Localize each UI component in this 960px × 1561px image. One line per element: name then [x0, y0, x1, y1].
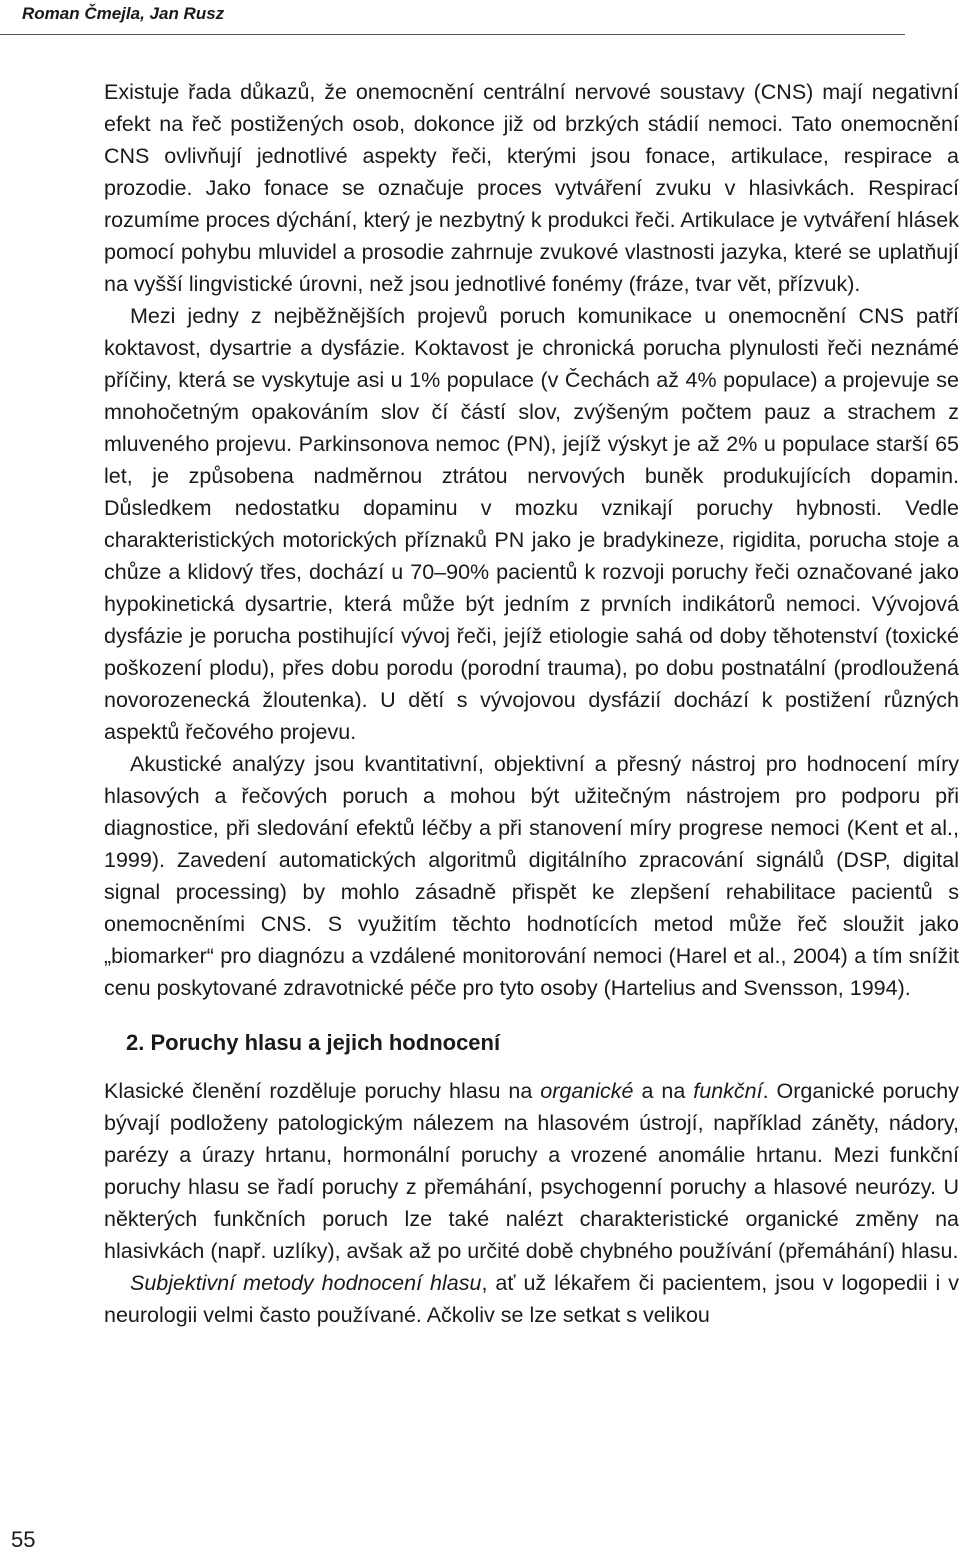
text-run: a na	[633, 1079, 694, 1103]
running-header: Roman Čmejla, Jan Rusz	[22, 4, 225, 23]
text-run: Klasické členění rozděluje poruchy hlasu na	[104, 1079, 541, 1103]
paragraph-communication-disorders: Mezi jedny z nejběžnějších projevů poruch komunikace u onemocnění CNS patří koktavost, dysartrie a dysfázie. Koktavost je chronická porucha plynulosti řeči neznámé příčiny, která se vyskytuje asi u 1% populace (v Čechách až 4% populace) a projevuje se mnohočetným opakováním slov čí částí slov, zvýšeným počtem pauz a strachem z mluveného projevu. Parkinsonova nemoc (PN), jejíž výskyt je až 2% u populace starší 65 let, je způsobena nadměrnou ztrátou nervových buněk produkujících dopamin. Důsledkem nedostatku dopaminu v mozku vznikají poruchy hybnosti. Vedle charakteristických motorických příznaků PN jako je bradykineze, rigidita, porucha stoje a chůze a klidový třes, dochází u 70–90% pacientů k rozvoji poruchy řeči označované jako hypokinetická dysartrie, která může být jedním z prvních indikátorů nemoci. Vývojová dysfázie je porucha postihující vývoj řeči, jejíž etiologie sahá od doby těhotenství (toxické poškození plodu), přes dobu porodu (porodní trauma), po dobu postnatální (prodloužená novorozenecká žloutenka). U dětí s vývojovou dysfázií dochází k postižení různých aspektů řečového projevu.	[104, 304, 959, 744]
emphasis-subjective-methods: Subjektivní metody hodnocení hlasu	[130, 1271, 482, 1295]
paragraph-cns-intro: Existuje řada důkazů, že onemocnění centrální nervové soustavy (CNS) mají negativní efekt na řeč postižených osob, dokonce již od brzkých stádií nemoci. Tato onemocnění CNS ovlivňují jednotlivé aspekty řeči, kterými jsou fonace, artikulace, respirace a prozodie. Jako fonace se označuje proces vytváření zvuku v hlasivkách. Respirací rozumíme proces dýchání, který je nezbytný k produkci řeči. Artikulace je vytváření hlásek pomocí pohybu mluvidel a prosodie zahrnuje zvukové vlastnosti jazyka, které se uplatňují na vyšší lingvistické úrovni, než jsou jednotlivé fonémy (fráze, tvar vět, přízvuk).	[104, 80, 959, 296]
text-run: , ať už lékařem či pacientem, jsou v logopedii i v neurologii velmi často používané. Ačkoliv se lze setkat s velikou	[104, 1271, 960, 1327]
paragraph-voice-disorders	[104, 1075, 959, 1267]
section-heading: 2. Poruchy hlasu a jejich hodnocení	[126, 1030, 501, 1055]
paragraph-acoustic-analyses: Akustické analýzy jsou kvantitativní, objektivní a přesný nástroj pro hodnocení míry hlasových a řečových poruch a mohou být užitečným nástrojem pro podporu při diagnostice, při sledování efektů léčby a při stanovení míry progrese nemoci (Kent et al., 1999). Zavedení automatických algoritmů digitálního zpracování signálů (DSP, digital signal processing) by mohlo zásadně přispět ke zlepšení rehabilitace pacientů s onemocněními CNS. S využitím těchto hodnotících metod může řeč sloužit jako „biomarker“ pro diagnózu a vzdálené monitorování nemoci (Harel et al., 2004) a tím snížit cenu poskytované zdravotnické péče pro tyto osoby (Hartelius and Svensson, 1994).	[104, 752, 959, 1000]
header-rule	[0, 34, 905, 35]
page-number: 55	[11, 1527, 36, 1552]
body-text	[104, 76, 959, 1331]
text-run: . Organické poruchy bývají podloženy patologickým nálezem na hlasovém ústrojí, například záněty, nádory, parézy a úrazy hrtanu, hormonální poruchy a vrozené anomálie hrtanu. Mezi funkční poruchy hlasu se řadí poruchy z přemáhání, psychogenní poruchy a hlasové neurózy. U některých funkčních poruch lze také nalézt charakteristické organické změny na hlasivkách (např. uzlíky), avšak až po určité době chybného používání (přemáhání) hlasu.	[104, 1079, 959, 1263]
emphasis-organic: organické	[540, 1079, 634, 1103]
paragraph-subjective-methods	[104, 1267, 959, 1331]
emphasis-functional: funkční	[693, 1079, 763, 1103]
